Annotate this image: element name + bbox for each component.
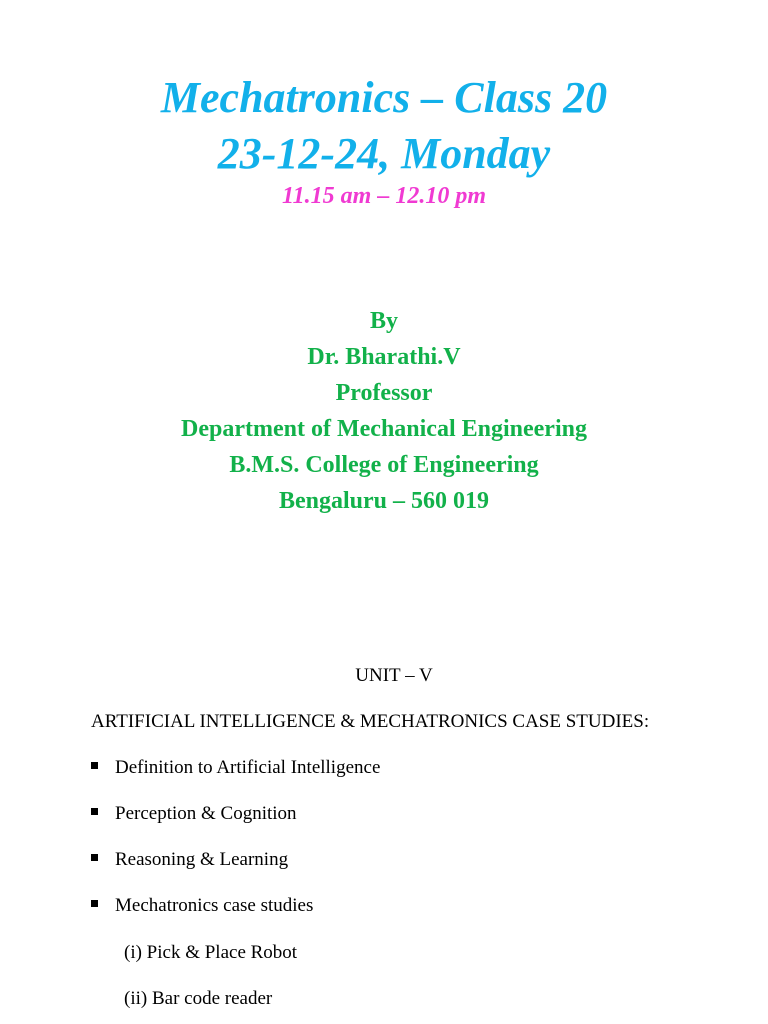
case-study-item: (ii) Bar code reader — [124, 988, 273, 1009]
topic-label: Perception & Cognition — [115, 803, 297, 824]
author-by: By — [369, 308, 398, 334]
author-department: Department of Mechanical Engineering — [181, 416, 587, 442]
unit-title: ARTIFICIAL INTELLIGENCE & MECHATRONICS CASE STUDIES: — [91, 711, 650, 732]
author-name: Dr. Bharathi.V — [307, 344, 461, 370]
bullet-icon — [91, 808, 98, 815]
author-college: B.M.S. College of Engineering — [229, 452, 539, 478]
title-line-2: 23-12-24, Monday — [217, 129, 551, 178]
bullet-icon — [91, 900, 98, 907]
title-line-1: Mechatronics – Class 20 — [160, 73, 608, 122]
author-city: Bengaluru – 560 019 — [278, 488, 490, 514]
topic-label: Reasoning & Learning — [115, 849, 289, 870]
unit-heading: UNIT – V — [355, 665, 433, 686]
bullet-icon — [91, 762, 98, 769]
case-study-item: (i) Pick & Place Robot — [124, 942, 298, 963]
bullet-icon — [91, 854, 98, 861]
topic-label: Mechatronics case studies — [115, 895, 314, 916]
topic-label: Definition to Artificial Intelligence — [115, 757, 381, 778]
class-time: 11.15 am – 12.10 pm — [281, 183, 486, 209]
author-designation: Professor — [335, 380, 433, 406]
